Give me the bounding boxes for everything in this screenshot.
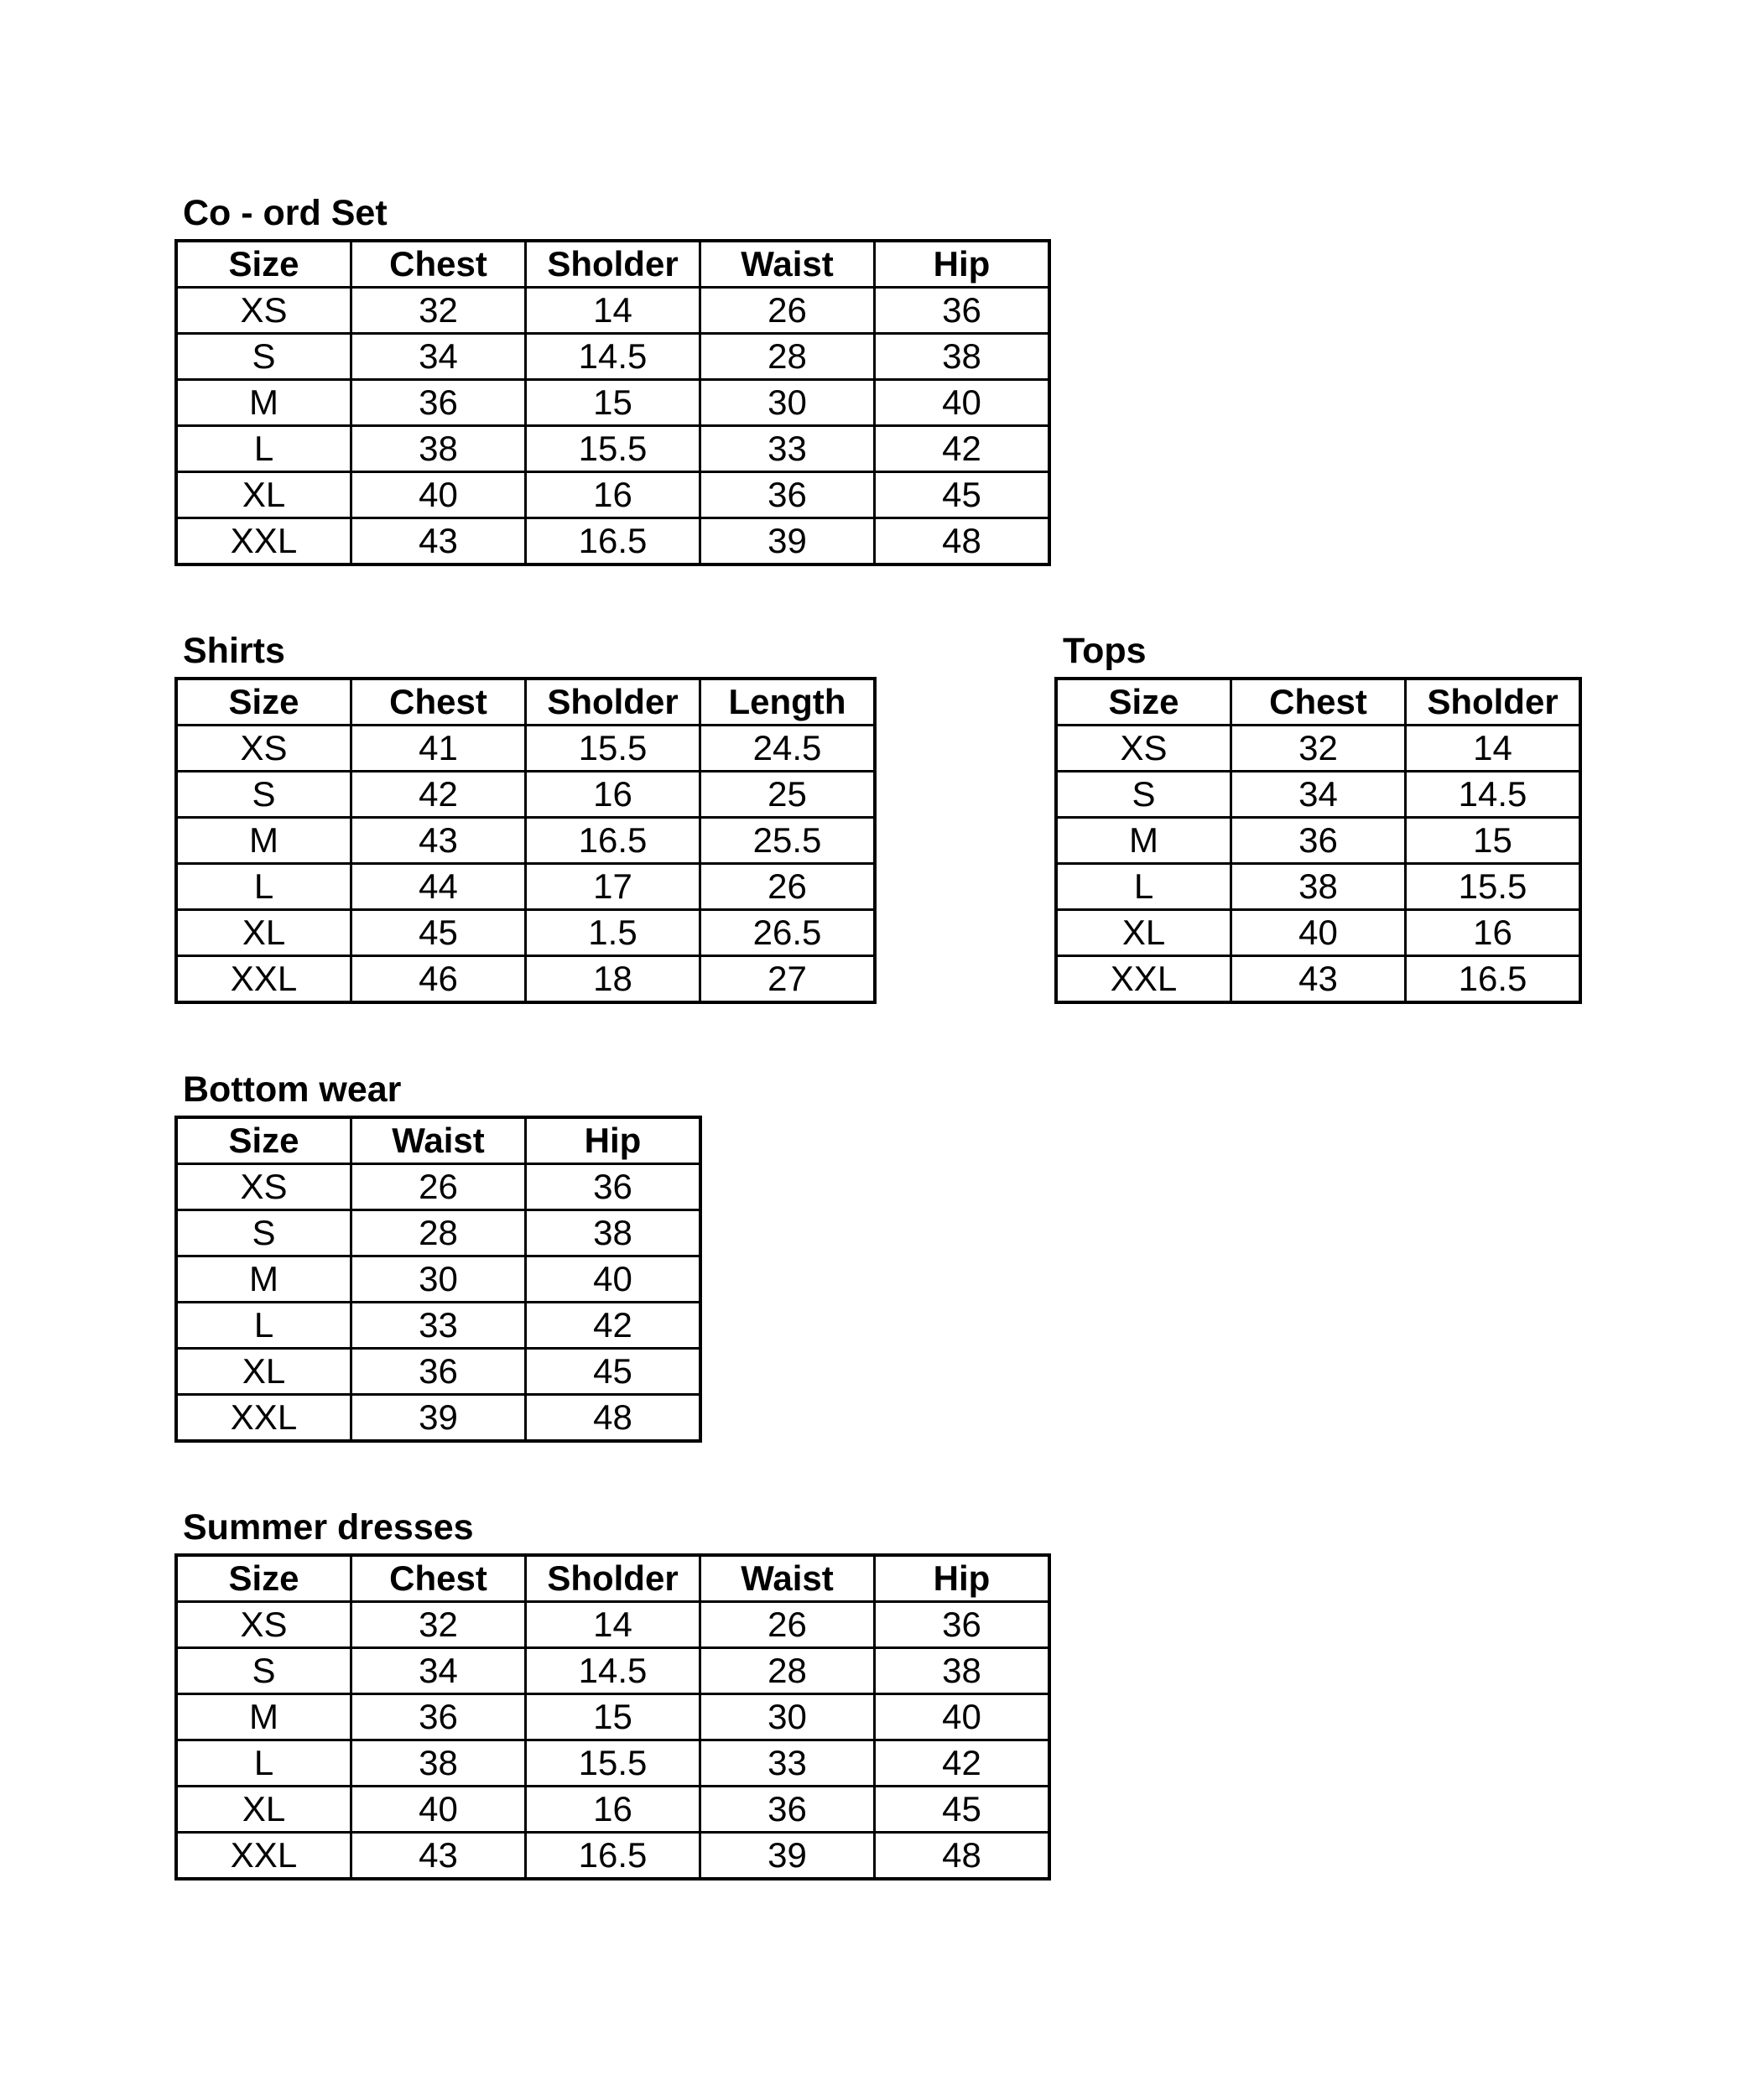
measurement-cell: 30 <box>700 1694 875 1740</box>
table-row <box>176 772 875 818</box>
size-cell: XS <box>176 726 351 772</box>
column-header: Chest <box>351 679 526 726</box>
table-row <box>176 956 875 1003</box>
measurement-cell: 14.5 <box>1406 772 1581 818</box>
size-cell: XXL <box>176 518 351 565</box>
measurement-cell: 25.5 <box>700 818 876 864</box>
measurement-cell: 43 <box>351 518 526 565</box>
measurement-cell: 15.5 <box>526 426 700 472</box>
size-cell: L <box>1056 864 1231 910</box>
measurement-cell: 43 <box>1231 956 1406 1003</box>
header-row <box>176 241 1049 288</box>
measurement-cell: 15.5 <box>526 726 700 772</box>
column-header: Hip <box>526 1117 701 1164</box>
size-cell: M <box>1056 818 1231 864</box>
table-row <box>1056 772 1580 818</box>
measurement-cell: 42 <box>875 1740 1050 1787</box>
column-header: Sholder <box>526 241 700 288</box>
header-row <box>176 1555 1049 1602</box>
table-row <box>176 426 1049 472</box>
size-cell: XL <box>1056 910 1231 956</box>
size-cell: XL <box>176 910 351 956</box>
measurement-cell: 16.5 <box>526 1833 700 1880</box>
size-cell: XL <box>176 472 351 518</box>
measurement-cell: 48 <box>526 1395 701 1442</box>
table-row <box>1056 910 1580 956</box>
table-row <box>176 1210 700 1256</box>
measurement-cell: 36 <box>351 1349 526 1395</box>
measurement-cell: 16 <box>526 772 700 818</box>
measurement-cell: 45 <box>875 1787 1050 1833</box>
measurement-cell: 38 <box>875 1648 1050 1694</box>
bottom-wear-section <box>174 1069 702 1443</box>
measurement-cell: 28 <box>351 1210 526 1256</box>
size-cell: XXL <box>176 1395 351 1442</box>
measurement-cell: 36 <box>1231 818 1406 864</box>
measurement-cell: 40 <box>526 1256 701 1303</box>
size-cell: S <box>1056 772 1231 818</box>
bottom-wear-title: Bottom wear <box>183 1069 402 1110</box>
measurement-cell: 48 <box>875 518 1050 565</box>
column-header: Hip <box>875 241 1050 288</box>
tops-table <box>1054 677 1582 1004</box>
measurement-cell: 32 <box>351 288 526 334</box>
measurement-cell: 42 <box>875 426 1050 472</box>
measurement-cell: 30 <box>351 1256 526 1303</box>
measurement-cell: 26 <box>700 864 876 910</box>
measurement-cell: 38 <box>351 1740 526 1787</box>
measurement-cell: 45 <box>526 1349 701 1395</box>
shirts-table <box>174 677 877 1004</box>
measurement-cell: 16.5 <box>526 518 700 565</box>
summer-dresses-title: Summer dresses <box>183 1507 474 1548</box>
size-cell: XXL <box>176 1833 351 1880</box>
measurement-cell: 40 <box>875 380 1050 426</box>
table-row <box>1056 818 1580 864</box>
measurement-cell: 15.5 <box>1406 864 1581 910</box>
measurement-cell: 38 <box>1231 864 1406 910</box>
size-cell: XL <box>176 1787 351 1833</box>
measurement-cell: 14.5 <box>526 334 700 380</box>
table-row <box>176 1833 1049 1880</box>
measurement-cell: 46 <box>351 956 526 1003</box>
measurement-cell: 36 <box>351 380 526 426</box>
table-row <box>176 818 875 864</box>
table-row <box>176 518 1049 565</box>
table-row <box>176 334 1049 380</box>
measurement-cell: 42 <box>526 1303 701 1349</box>
measurement-cell: 36 <box>700 472 875 518</box>
size-cell: M <box>176 380 351 426</box>
size-cell: XS <box>176 1602 351 1648</box>
table-row <box>1056 864 1580 910</box>
measurement-cell: 36 <box>700 1787 875 1833</box>
measurement-cell: 39 <box>700 1833 875 1880</box>
measurement-cell: 40 <box>1231 910 1406 956</box>
measurement-cell: 42 <box>351 772 526 818</box>
measurement-cell: 34 <box>351 334 526 380</box>
table-row <box>1056 956 1580 1003</box>
table-row <box>176 1740 1049 1787</box>
measurement-cell: 38 <box>526 1210 701 1256</box>
table-row <box>176 1349 700 1395</box>
table-row <box>176 1303 700 1349</box>
table-row <box>176 910 875 956</box>
bottom-wear-table <box>174 1116 702 1443</box>
column-header: Waist <box>700 241 875 288</box>
measurement-cell: 48 <box>875 1833 1050 1880</box>
measurement-cell: 14 <box>1406 726 1581 772</box>
measurement-cell: 18 <box>526 956 700 1003</box>
size-cell: M <box>176 818 351 864</box>
measurement-cell: 44 <box>351 864 526 910</box>
tops-title: Tops <box>1063 631 1147 671</box>
coord-set-table <box>174 239 1051 566</box>
measurement-cell: 43 <box>351 818 526 864</box>
measurement-cell: 40 <box>351 1787 526 1833</box>
measurement-cell: 34 <box>351 1648 526 1694</box>
column-header: Size <box>176 241 351 288</box>
measurement-cell: 24.5 <box>700 726 876 772</box>
table-row <box>176 1395 700 1442</box>
size-cell: M <box>176 1694 351 1740</box>
table-row <box>176 726 875 772</box>
measurement-cell: 16 <box>526 1787 700 1833</box>
measurement-cell: 39 <box>351 1395 526 1442</box>
table-row <box>176 1256 700 1303</box>
column-header: Sholder <box>1406 679 1581 726</box>
column-header: Sholder <box>526 679 700 726</box>
measurement-cell: 26 <box>700 1602 875 1648</box>
measurement-cell: 32 <box>1231 726 1406 772</box>
measurement-cell: 26 <box>351 1164 526 1210</box>
size-cell: S <box>176 334 351 380</box>
table-row <box>176 472 1049 518</box>
header-row <box>176 679 875 726</box>
table-row <box>176 1602 1049 1648</box>
table-row <box>176 288 1049 334</box>
measurement-cell: 40 <box>351 472 526 518</box>
size-cell: M <box>176 1256 351 1303</box>
coord-set-section <box>174 193 1051 566</box>
size-cell: XS <box>176 288 351 334</box>
size-cell: L <box>176 864 351 910</box>
measurement-cell: 16 <box>1406 910 1581 956</box>
size-cell: XXL <box>1056 956 1231 1003</box>
measurement-cell: 15 <box>1406 818 1581 864</box>
size-cell: XXL <box>176 956 351 1003</box>
size-cell: XS <box>1056 726 1231 772</box>
measurement-cell: 28 <box>700 1648 875 1694</box>
header-row <box>1056 679 1580 726</box>
measurement-cell: 15 <box>526 380 700 426</box>
measurement-cell: 33 <box>700 1740 875 1787</box>
table-row <box>176 1648 1049 1694</box>
column-header: Size <box>1056 679 1231 726</box>
measurement-cell: 36 <box>875 288 1050 334</box>
table-row <box>176 1694 1049 1740</box>
measurement-cell: 17 <box>526 864 700 910</box>
size-cell: L <box>176 426 351 472</box>
shirts-section <box>174 631 877 1004</box>
size-cell: XS <box>176 1164 351 1210</box>
size-cell: S <box>176 1648 351 1694</box>
column-header: Chest <box>351 1555 526 1602</box>
column-header: Size <box>176 1555 351 1602</box>
table-row <box>176 380 1049 426</box>
column-header: Sholder <box>526 1555 700 1602</box>
measurement-cell: 32 <box>351 1602 526 1648</box>
coord-set-title: Co - ord Set <box>183 193 388 233</box>
measurement-cell: 27 <box>700 956 876 1003</box>
measurement-cell: 26.5 <box>700 910 876 956</box>
column-header: Waist <box>351 1117 526 1164</box>
tops-section <box>1054 631 1582 1004</box>
measurement-cell: 14 <box>526 1602 700 1648</box>
table-row <box>176 1787 1049 1833</box>
size-cell: S <box>176 1210 351 1256</box>
measurement-cell: 39 <box>700 518 875 565</box>
summer-dresses-section <box>174 1507 1051 1881</box>
measurement-cell: 38 <box>875 334 1050 380</box>
table-row <box>176 864 875 910</box>
measurement-cell: 38 <box>351 426 526 472</box>
table-row <box>176 1164 700 1210</box>
measurement-cell: 25 <box>700 772 876 818</box>
measurement-cell: 36 <box>875 1602 1050 1648</box>
measurement-cell: 36 <box>526 1164 701 1210</box>
measurement-cell: 1.5 <box>526 910 700 956</box>
measurement-cell: 14.5 <box>526 1648 700 1694</box>
size-cell: XL <box>176 1349 351 1395</box>
shirts-title: Shirts <box>183 631 285 671</box>
size-cell: S <box>176 772 351 818</box>
measurement-cell: 14 <box>526 288 700 334</box>
measurement-cell: 34 <box>1231 772 1406 818</box>
measurement-cell: 45 <box>875 472 1050 518</box>
measurement-cell: 43 <box>351 1833 526 1880</box>
measurement-cell: 26 <box>700 288 875 334</box>
measurement-cell: 36 <box>351 1694 526 1740</box>
measurement-cell: 33 <box>351 1303 526 1349</box>
column-header: Chest <box>1231 679 1406 726</box>
column-header: Waist <box>700 1555 875 1602</box>
summer-dresses-table <box>174 1553 1051 1881</box>
measurement-cell: 33 <box>700 426 875 472</box>
table-row <box>1056 726 1580 772</box>
size-cell: L <box>176 1740 351 1787</box>
measurement-cell: 15 <box>526 1694 700 1740</box>
measurement-cell: 16.5 <box>526 818 700 864</box>
column-header: Size <box>176 1117 351 1164</box>
measurement-cell: 30 <box>700 380 875 426</box>
measurement-cell: 41 <box>351 726 526 772</box>
column-header: Size <box>176 679 351 726</box>
measurement-cell: 28 <box>700 334 875 380</box>
measurement-cell: 16.5 <box>1406 956 1581 1003</box>
measurement-cell: 16 <box>526 472 700 518</box>
measurement-cell: 40 <box>875 1694 1050 1740</box>
column-header: Chest <box>351 241 526 288</box>
measurement-cell: 45 <box>351 910 526 956</box>
header-row <box>176 1117 700 1164</box>
column-header: Length <box>700 679 876 726</box>
column-header: Hip <box>875 1555 1050 1602</box>
measurement-cell: 15.5 <box>526 1740 700 1787</box>
size-cell: L <box>176 1303 351 1349</box>
